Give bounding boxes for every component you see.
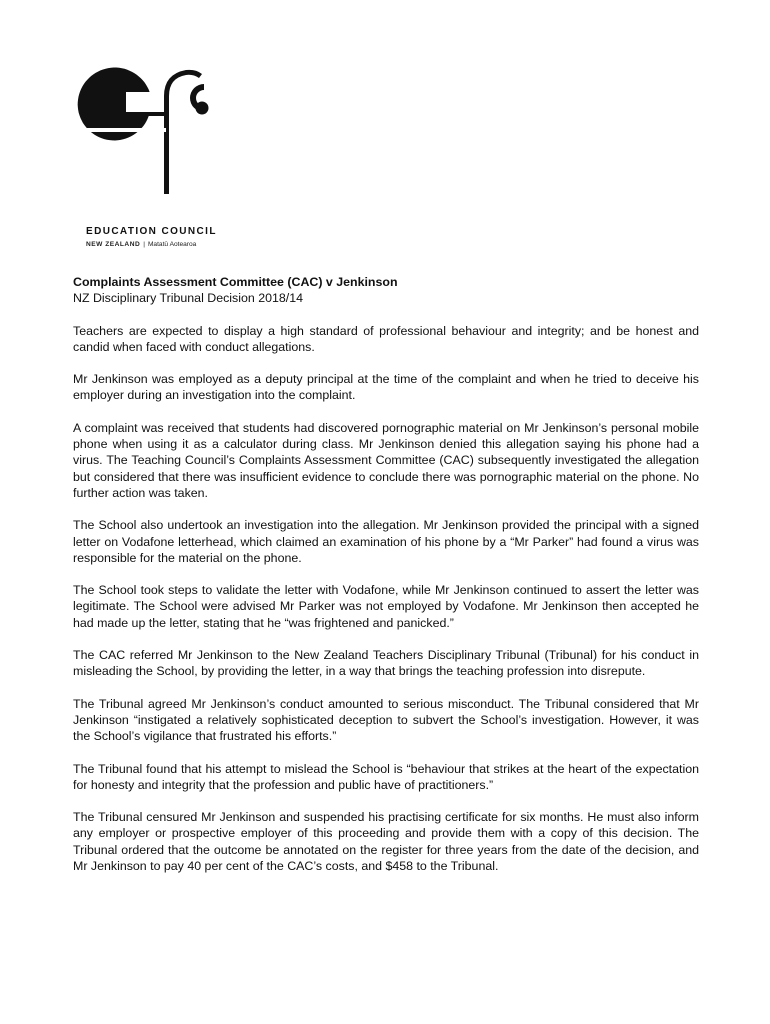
ec-logo-mark (76, 66, 226, 226)
org-country: NEW ZEALAND (86, 241, 141, 248)
paragraph: Mr Jenkinson was employed as a deputy principal at the time of the complaint and when he tried to deceive his employer during an investigation into the complaint. (73, 372, 699, 403)
document-subtitle: NZ Disciplinary Tribunal Decision 2018/14 (73, 291, 304, 306)
paragraph: A complaint was received that students had discovered pornographic material on Mr Jenkinson’s personal mobile phone when using it as a calculator during class. Mr Jenkinson denied this allegation saying his phone had a virus. The Teaching Council’s Complaints Assessment Committee (CAC) subsequently investigated the allegation but considered that there was insufficient evidence to conclude there was pornographic material on the phone. No further action was taken. (73, 420, 699, 500)
paragraph: Teachers are expected to display a high standard of professional behaviour and integrity; and be honest and candid when faced with conduct allegations. (73, 323, 699, 354)
document-title: Complaints Assessment Committee (CAC) v Jenkinson (73, 275, 398, 289)
paragraph: The Tribunal found that his attempt to mislead the School is “behaviour that strikes at the heart of the expectation for honesty and integrity that the profession and public have of practitioners.” (73, 761, 699, 792)
org-maori-name: Matatū Aotearoa (147, 241, 197, 248)
org-name: EDUCATION COUNCIL (86, 226, 217, 237)
paragraph: The Tribunal agreed Mr Jenkinson’s conduct amounted to serious misconduct. The Tribunal considered that Mr Jenkinson “instigated a relatively sophisticated deception to subvert the School’s investigation. However, it was the School’s vigilance that frustrated his efforts.” (73, 696, 699, 744)
paragraph: The School took steps to validate the letter with Vodafone, while Mr Jenkinson continued to assert the letter was legitimate. The School were advised Mr Parker was not employed by Vodafone. Mr Jenkinson then accepted he had made up the letter, stating that he “was frightened and panicked.” (73, 583, 699, 630)
org-separator: | (143, 241, 145, 248)
paragraph: The CAC referred Mr Jenkinson to the New Zealand Teachers Disciplinary Tribunal (Tribunal) for his conduct in misleading the School, by providing the letter, in a way that brings the teaching profession into disrepute. (73, 648, 699, 679)
paragraph: The School also undertook an investigation into the allegation. Mr Jenkinson provided the principal with a signed letter on Vodafone letterhead, which claimed an examination of his phone by a “Mr Parker” had found a virus was responsible for the material on the phone. (73, 518, 699, 565)
paragraph: The Tribunal censured Mr Jenkinson and suspended his practising certificate for six months. He must also inform any employer or prospective employer of this proceeding and provide them with a copy of this decision. The Tribunal ordered that the outcome be annotated on the register for three years from the date of the decision, and Mr Jenkinson to pay 40 per cent of the CAC’s costs, and $458 to the Tribunal. (73, 810, 699, 874)
org-subtitle (86, 241, 196, 248)
document-body (73, 274, 699, 890)
